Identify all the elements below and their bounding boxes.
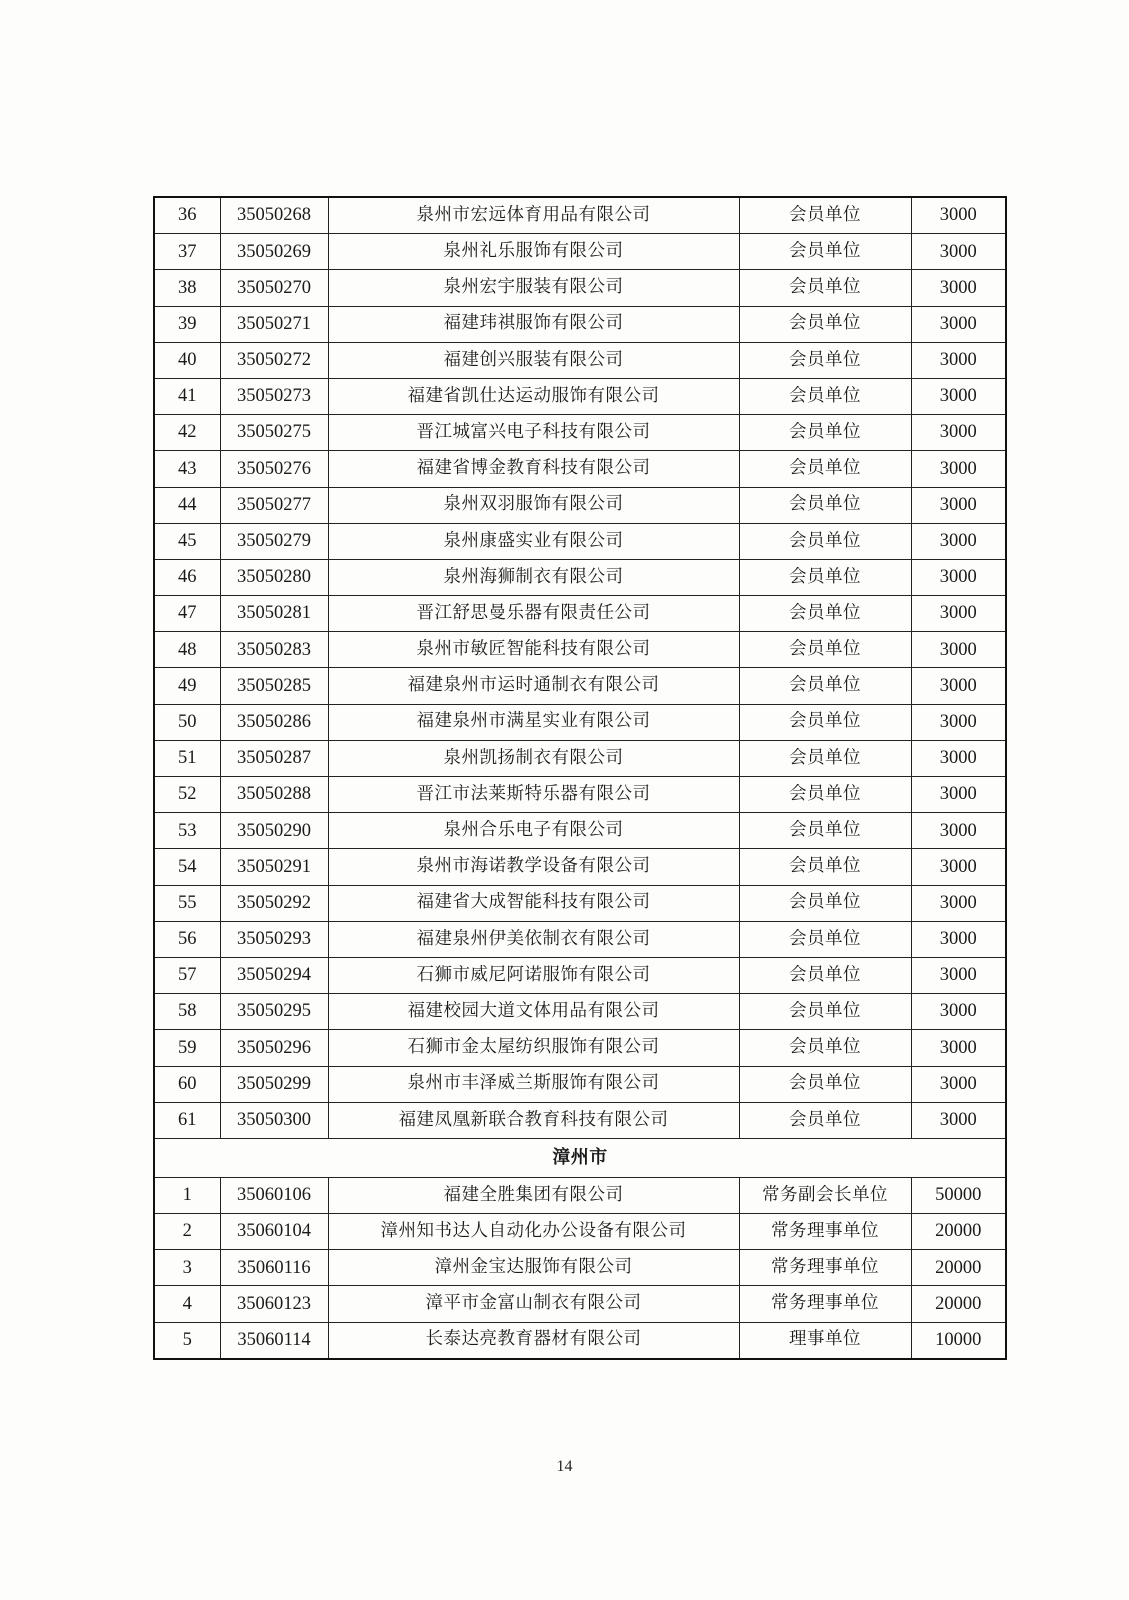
- member-role: 会员单位: [739, 342, 911, 378]
- member-role: 会员单位: [739, 415, 911, 451]
- membership-fee: 3000: [911, 487, 1006, 523]
- row-number: 60: [154, 1066, 220, 1102]
- row-number: 37: [154, 234, 220, 270]
- member-code: 35050286: [220, 704, 328, 740]
- membership-fee: 3000: [911, 559, 1006, 595]
- table-row: [154, 1286, 1006, 1322]
- member-code: 35050269: [220, 234, 328, 270]
- company-name: 泉州礼乐服饰有限公司: [328, 234, 739, 270]
- company-name: 泉州合乐电子有限公司: [328, 813, 739, 849]
- table-row: [154, 632, 1006, 668]
- company-name: 泉州市敏匠智能科技有限公司: [328, 632, 739, 668]
- member-role: 会员单位: [739, 306, 911, 342]
- member-role: 会员单位: [739, 885, 911, 921]
- member-role: 常务理事单位: [739, 1214, 911, 1250]
- company-name: 晋江舒思曼乐器有限责任公司: [328, 596, 739, 632]
- membership-fee: 3000: [911, 523, 1006, 559]
- member-role: 理事单位: [739, 1322, 911, 1359]
- row-number: 45: [154, 523, 220, 559]
- member-code: 35060123: [220, 1286, 328, 1322]
- member-role: 会员单位: [739, 668, 911, 704]
- member-role: 会员单位: [739, 1102, 911, 1138]
- table-row: [154, 668, 1006, 704]
- table-row: [154, 1322, 1006, 1359]
- membership-fee: 3000: [911, 1030, 1006, 1066]
- member-code: 35050288: [220, 777, 328, 813]
- section-title: 漳州市: [154, 1138, 1006, 1177]
- company-name: 晋江市法莱斯特乐器有限公司: [328, 777, 739, 813]
- member-table-body-zhangzhou: [154, 1177, 1006, 1358]
- table-row: [154, 921, 1006, 957]
- company-name: 泉州宏宇服装有限公司: [328, 270, 739, 306]
- membership-fee: 3000: [911, 415, 1006, 451]
- membership-fee: 3000: [911, 632, 1006, 668]
- row-number: 56: [154, 921, 220, 957]
- table-row: [154, 1250, 1006, 1286]
- member-role: 会员单位: [739, 378, 911, 414]
- row-number: 46: [154, 559, 220, 595]
- company-name: 漳州知书达人自动化办公设备有限公司: [328, 1214, 739, 1250]
- company-name: 福建创兴服装有限公司: [328, 342, 739, 378]
- row-number: 39: [154, 306, 220, 342]
- row-number: 36: [154, 197, 220, 234]
- member-role: 会员单位: [739, 740, 911, 776]
- table-row: [154, 270, 1006, 306]
- member-code: 35050295: [220, 994, 328, 1030]
- member-code: 35050271: [220, 306, 328, 342]
- member-code: 35050272: [220, 342, 328, 378]
- company-name: 漳州金宝达服饰有限公司: [328, 1250, 739, 1286]
- company-name: 晋江城富兴电子科技有限公司: [328, 415, 739, 451]
- row-number: 43: [154, 451, 220, 487]
- row-number: 1: [154, 1177, 220, 1213]
- company-name: 漳平市金富山制衣有限公司: [328, 1286, 739, 1322]
- membership-fee: 20000: [911, 1214, 1006, 1250]
- member-code: 35050268: [220, 197, 328, 234]
- member-code: 35050300: [220, 1102, 328, 1138]
- table-row: [154, 1066, 1006, 1102]
- table-row: [154, 415, 1006, 451]
- member-code: 35050292: [220, 885, 328, 921]
- company-name: 福建凤凰新联合教育科技有限公司: [328, 1102, 739, 1138]
- row-number: 5: [154, 1322, 220, 1359]
- company-name: 泉州双羽服饰有限公司: [328, 487, 739, 523]
- row-number: 52: [154, 777, 220, 813]
- membership-fee: 3000: [911, 704, 1006, 740]
- table-row: [154, 596, 1006, 632]
- table-row: [154, 1102, 1006, 1138]
- table-row: [154, 451, 1006, 487]
- member-code: 35050275: [220, 415, 328, 451]
- row-number: 47: [154, 596, 220, 632]
- member-role: 常务理事单位: [739, 1286, 911, 1322]
- member-role: 会员单位: [739, 957, 911, 993]
- company-name: 泉州海狮制衣有限公司: [328, 559, 739, 595]
- member-role: 常务理事单位: [739, 1250, 911, 1286]
- member-code: 35050279: [220, 523, 328, 559]
- member-code: 35050276: [220, 451, 328, 487]
- membership-fee: 3000: [911, 921, 1006, 957]
- row-number: 41: [154, 378, 220, 414]
- company-name: 长泰达亮教育器材有限公司: [328, 1322, 739, 1359]
- membership-fee: 3000: [911, 994, 1006, 1030]
- member-role: 会员单位: [739, 197, 911, 234]
- company-name: 福建泉州市满星实业有限公司: [328, 704, 739, 740]
- member-role: 会员单位: [739, 270, 911, 306]
- membership-fee: 3000: [911, 306, 1006, 342]
- company-name: 泉州市海诺教学设备有限公司: [328, 849, 739, 885]
- section-header-row: [154, 1138, 1006, 1177]
- row-number: 38: [154, 270, 220, 306]
- membership-fee: 3000: [911, 1066, 1006, 1102]
- row-number: 53: [154, 813, 220, 849]
- page-number: 14: [556, 1458, 573, 1475]
- table-row: [154, 559, 1006, 595]
- member-code: 35060106: [220, 1177, 328, 1213]
- table-row: [154, 704, 1006, 740]
- company-name: 泉州凯扬制衣有限公司: [328, 740, 739, 776]
- member-code: 35050280: [220, 559, 328, 595]
- company-name: 泉州市宏远体育用品有限公司: [328, 197, 739, 234]
- membership-fee: 50000: [911, 1177, 1006, 1213]
- company-name: 福建全胜集团有限公司: [328, 1177, 739, 1213]
- row-number: 48: [154, 632, 220, 668]
- section-row-group: [154, 1138, 1006, 1177]
- membership-fee: 3000: [911, 740, 1006, 776]
- member-role: 会员单位: [739, 523, 911, 559]
- row-number: 2: [154, 1214, 220, 1250]
- row-number: 61: [154, 1102, 220, 1138]
- table-row: [154, 813, 1006, 849]
- member-role: 会员单位: [739, 487, 911, 523]
- row-number: 55: [154, 885, 220, 921]
- membership-fee: 3000: [911, 197, 1006, 234]
- company-name: 福建省凯仕达运动服饰有限公司: [328, 378, 739, 414]
- table-row: [154, 1214, 1006, 1250]
- member-role: 会员单位: [739, 813, 911, 849]
- member-code: 35050277: [220, 487, 328, 523]
- member-role: 会员单位: [739, 1030, 911, 1066]
- membership-fee: 3000: [911, 957, 1006, 993]
- member-role: 会员单位: [739, 632, 911, 668]
- membership-fee: 3000: [911, 270, 1006, 306]
- membership-fee: 3000: [911, 1102, 1006, 1138]
- row-number: 3: [154, 1250, 220, 1286]
- table-row: [154, 197, 1006, 234]
- row-number: 44: [154, 487, 220, 523]
- table-row: [154, 1177, 1006, 1213]
- membership-fee: 3000: [911, 234, 1006, 270]
- row-number: 51: [154, 740, 220, 776]
- member-role: 会员单位: [739, 559, 911, 595]
- row-number: 42: [154, 415, 220, 451]
- member-code: 35050296: [220, 1030, 328, 1066]
- row-number: 57: [154, 957, 220, 993]
- membership-fee: 20000: [911, 1286, 1006, 1322]
- membership-fee: 3000: [911, 813, 1006, 849]
- membership-fee: 3000: [911, 885, 1006, 921]
- member-code: 35050283: [220, 632, 328, 668]
- row-number: 40: [154, 342, 220, 378]
- member-role: 会员单位: [739, 1066, 911, 1102]
- table-row: [154, 849, 1006, 885]
- membership-fee: 3000: [911, 849, 1006, 885]
- member-role: 会员单位: [739, 234, 911, 270]
- member-code: 35050294: [220, 957, 328, 993]
- table-row: [154, 234, 1006, 270]
- table-row: [154, 378, 1006, 414]
- member-role: 会员单位: [739, 777, 911, 813]
- member-role: 会员单位: [739, 921, 911, 957]
- company-name: 福建玮祺服饰有限公司: [328, 306, 739, 342]
- membership-fee: 3000: [911, 777, 1006, 813]
- membership-fee: 20000: [911, 1250, 1006, 1286]
- company-name: 石狮市金太屋纺织服饰有限公司: [328, 1030, 739, 1066]
- company-name: 福建省博金教育科技有限公司: [328, 451, 739, 487]
- member-table: [153, 196, 1007, 1360]
- membership-fee: 3000: [911, 378, 1006, 414]
- company-name: 石狮市威尼阿诺服饰有限公司: [328, 957, 739, 993]
- member-code: 35060114: [220, 1322, 328, 1359]
- table-row: [154, 487, 1006, 523]
- membership-fee: 3000: [911, 451, 1006, 487]
- table-row: [154, 957, 1006, 993]
- table-row: [154, 740, 1006, 776]
- membership-fee: 3000: [911, 342, 1006, 378]
- row-number: 58: [154, 994, 220, 1030]
- member-code: 35060104: [220, 1214, 328, 1250]
- member-code: 35050287: [220, 740, 328, 776]
- table-row: [154, 885, 1006, 921]
- table-row: [154, 994, 1006, 1030]
- member-role: 会员单位: [739, 994, 911, 1030]
- member-code: 35050285: [220, 668, 328, 704]
- member-code: 35050281: [220, 596, 328, 632]
- company-name: 福建泉州伊美依制衣有限公司: [328, 921, 739, 957]
- member-role: 常务副会长单位: [739, 1177, 911, 1213]
- member-code: 35050273: [220, 378, 328, 414]
- company-name: 福建泉州市运时通制衣有限公司: [328, 668, 739, 704]
- member-role: 会员单位: [739, 596, 911, 632]
- membership-fee: 10000: [911, 1322, 1006, 1359]
- table-row: [154, 523, 1006, 559]
- member-code: 35060116: [220, 1250, 328, 1286]
- table-row: [154, 1030, 1006, 1066]
- member-code: 35050270: [220, 270, 328, 306]
- company-name: 福建省大成智能科技有限公司: [328, 885, 739, 921]
- membership-fee: 3000: [911, 668, 1006, 704]
- member-code: 35050291: [220, 849, 328, 885]
- table-row: [154, 306, 1006, 342]
- company-name: 福建校园大道文体用品有限公司: [328, 994, 739, 1030]
- row-number: 59: [154, 1030, 220, 1066]
- table-row: [154, 342, 1006, 378]
- row-number: 50: [154, 704, 220, 740]
- member-role: 会员单位: [739, 849, 911, 885]
- member-table-body-quanzhou: [154, 197, 1006, 1138]
- company-name: 泉州市丰泽威兰斯服饰有限公司: [328, 1066, 739, 1102]
- member-code: 35050290: [220, 813, 328, 849]
- table-row: [154, 777, 1006, 813]
- company-name: 泉州康盛实业有限公司: [328, 523, 739, 559]
- membership-fee: 3000: [911, 596, 1006, 632]
- member-code: 35050299: [220, 1066, 328, 1102]
- member-code: 35050293: [220, 921, 328, 957]
- row-number: 4: [154, 1286, 220, 1322]
- row-number: 49: [154, 668, 220, 704]
- row-number: 54: [154, 849, 220, 885]
- member-role: 会员单位: [739, 451, 911, 487]
- member-role: 会员单位: [739, 704, 911, 740]
